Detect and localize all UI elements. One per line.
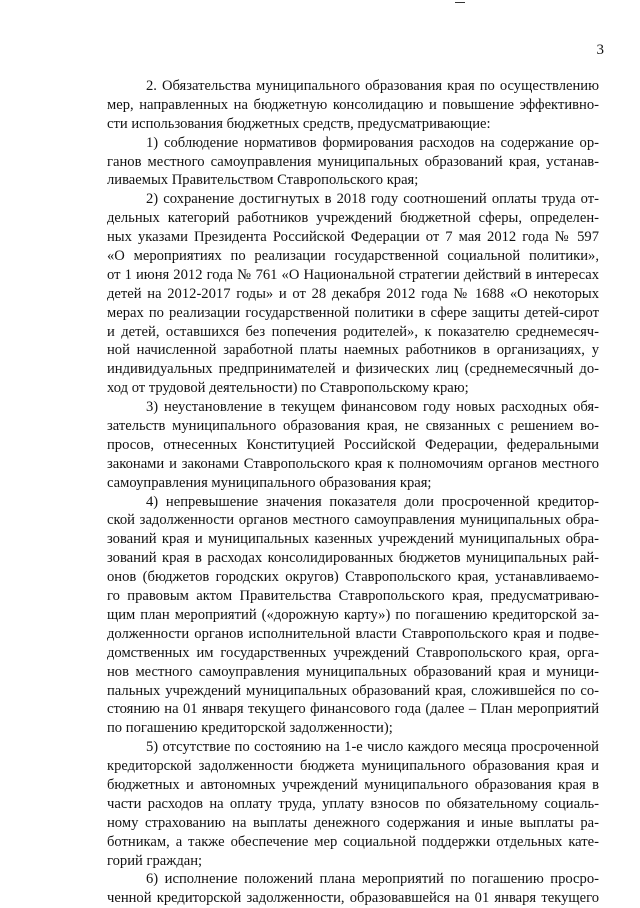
- text-line: сти использования бюджетных средств, предусматривающие:: [107, 115, 491, 132]
- text-line: пальных учреждений муниципальных образований края, сложившейся по со-: [107, 682, 599, 699]
- text-line: кредиторской задолженности бюджета муниципального образования края и: [107, 758, 599, 775]
- paragraph-item-2: [107, 190, 599, 398]
- page-number: 3: [596, 42, 604, 58]
- text-line: зований края в расходах консолидированных бюджетов муниципальных рай-: [107, 550, 599, 567]
- text-line: законами и законами Ставропольского края к полномочиям органов местного: [107, 455, 599, 472]
- text-line: зований края и муниципальных казенных учреждений муниципальных обра-: [107, 531, 599, 548]
- text-line: го правовым актом Правительства Ставропольского края, предусматриваю-: [107, 588, 599, 605]
- text-line: ботникам, а также обеспечение мер социальной поддержки отдельных кате-: [107, 833, 599, 850]
- text-line: индивидуальных предпринимателей и физических лиц (среднемесячный до-: [107, 361, 599, 378]
- text-line: стоянию на 01 января текущего финансового года (далее – План мероприятий: [107, 701, 599, 718]
- text-line: горий граждан;: [107, 852, 203, 869]
- text-line: 6) исполнение положений плана мероприятий по погашению просро-: [146, 871, 599, 888]
- text-line: щим план мероприятий («дорожную карту») по погашению кредиторской за-: [107, 606, 599, 623]
- text-line: ганов местного самоуправления муниципальных образований края, устанав-: [107, 153, 599, 170]
- paragraph-2: [107, 77, 599, 134]
- text-line: мерах по реализации государственной политики в сфере защиты детей-сирот: [107, 304, 599, 321]
- text-line: ной начисленной заработной платы наемных работников в организациях, у: [107, 342, 599, 359]
- text-line: ливаемых Правительством Ставропольского края;: [107, 172, 419, 189]
- text-line: ному страхованию на выплаты денежного содержания и иные выплаты ра-: [107, 814, 599, 831]
- text-line: просов, отнесенных Конституцией Российской Федерации, федеральными: [107, 436, 599, 453]
- text-line: 2. Обязательства муниципального образования края по осуществлению: [146, 78, 599, 94]
- text-line: ход от трудовой деятельности) по Ставропольскому краю;: [107, 380, 469, 397]
- scan-mark: [455, 2, 465, 3]
- text-line: «О мероприятиях по реализации государственной социальной политики»,: [107, 248, 599, 265]
- text-line: детей на 2012-2017 годы» и от 28 декабря 2012 года № 1688 «О некоторых: [107, 285, 599, 302]
- text-line: зательств муниципального образования края, не связанных с решением во-: [107, 418, 599, 435]
- text-line: самоуправления муниципального образования края;: [107, 474, 432, 491]
- text-line: 4) непревышение значения показателя доли просроченной кредитор-: [146, 493, 599, 510]
- text-line: долженности органов исполнительной власти Ставропольского края и подве-: [107, 625, 599, 642]
- text-line: домственных им государственных учреждений Ставропольского края, орга-: [107, 644, 599, 661]
- text-line: дельных категорий работников учреждений бюджетной сферы, определен-: [107, 210, 599, 227]
- text-line: части расходов на оплату труда, уплату взносов по обязательному социаль-: [107, 795, 599, 812]
- text-line: 5) отсутствие по состоянию на 1-е число каждого месяца просроченной: [146, 739, 599, 756]
- text-line: нов местного самоуправления муниципальных образований края и муници-: [107, 663, 599, 680]
- text-line: 1) соблюдение нормативов формирования расходов на содержание ор-: [146, 134, 599, 151]
- text-line: ных указами Президента Российской Федерации от 7 мая 2012 года № 597: [107, 229, 599, 246]
- text-line: от 1 июня 2012 года № 761 «О Национальной стратегии действий в интересах: [107, 266, 599, 283]
- text-line: мер, направленных на бюджетную консолидацию и повышение эффективно-: [107, 96, 599, 113]
- paragraph-item-5: [107, 738, 599, 870]
- paragraph-item-3: [107, 398, 599, 492]
- text-line: ченной кредиторской задолженности, образовавшейся на 01 января текущего: [107, 890, 599, 907]
- text-line: бюджетных и автономных учреждений муниципального образования края в: [107, 776, 599, 793]
- text-line: 2) сохранение достигнутых в 2018 году соотношений оплаты труда от-: [146, 191, 599, 208]
- paragraph-item-1: [107, 134, 599, 191]
- paragraph-item-4: [107, 493, 599, 739]
- text-line: и детей, оставшихся без попечения родителей», к показателю среднемесяч-: [107, 323, 599, 340]
- text-line: ской задолженности органов местного самоуправления муниципальных обра-: [107, 512, 599, 529]
- text-line: по погашению кредиторской задолженности);: [107, 720, 393, 737]
- paragraph-item-6: [107, 870, 599, 908]
- document-body: [107, 77, 599, 908]
- text-line: 3) неустановление в текущем финансовом году новых расходных обя-: [146, 399, 599, 416]
- text-line: онов (бюджетов городских округов) Ставропольского края, устанавливаемо-: [107, 569, 599, 586]
